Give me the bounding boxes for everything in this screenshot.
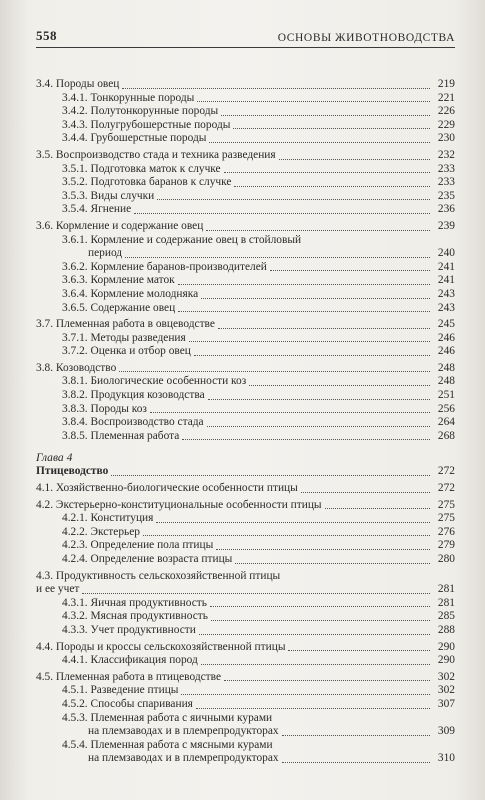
toc-entry-title: 3.4.3. Полугрубошерстные породы xyxy=(62,118,231,131)
toc-entry-title: 3.4.2. Полутонкорунные породы xyxy=(62,105,219,118)
toc-page-number: 281 xyxy=(437,596,455,609)
toc-page-number: 240 xyxy=(437,247,455,260)
toc-page-number: 230 xyxy=(437,132,455,145)
toc-entry xyxy=(36,712,455,739)
toc-page-number: 236 xyxy=(437,203,455,216)
toc-entry-title-cont: и ее учет xyxy=(36,583,80,596)
toc-entry xyxy=(36,332,455,346)
toc-entry xyxy=(36,302,455,316)
toc-page-number: 280 xyxy=(437,553,455,565)
page-header xyxy=(36,24,455,48)
toc-page-number: 310 xyxy=(437,752,455,765)
toc-entry xyxy=(36,641,455,655)
toc-entry-title: 4.1. Хозяйственно-биологические особенности птицы xyxy=(36,482,298,495)
leader-dots xyxy=(249,385,430,386)
toc-entry-title: 4.3.1. Яичная продуктивность xyxy=(62,596,207,609)
leader-dots xyxy=(270,270,430,271)
toc-entry xyxy=(36,119,455,133)
toc-page-number: 233 xyxy=(437,162,455,175)
leader-dots xyxy=(216,549,430,550)
leader-dots xyxy=(224,680,430,681)
toc-entry-title: 4.5. Племенная работа в птицеводстве xyxy=(36,670,222,683)
toc-page-number: 233 xyxy=(437,176,455,189)
toc-entry-title: 4.5.1. Разведение птицы xyxy=(62,684,179,697)
leader-dots xyxy=(197,101,430,102)
toc-entry-title: 4.2.2. Экстерьер xyxy=(62,525,140,538)
toc-page-number: 290 xyxy=(437,654,455,667)
leader-dots xyxy=(208,399,430,400)
toc-entry-continuation xyxy=(62,247,455,261)
toc-entry-title: 3.8. Козоводство xyxy=(36,361,117,374)
toc-entry-title: 3.6.3. Кормление маток xyxy=(62,274,175,287)
leader-dots xyxy=(143,535,430,536)
leader-dots xyxy=(207,426,430,427)
toc-entry-title: 3.7. Племенная работа в овцеводстве xyxy=(36,318,215,331)
toc-entry-title: 3.6.5. Содержание овец xyxy=(62,301,176,314)
toc-entry-title: 4.4.1. Классификация пород xyxy=(62,654,198,667)
toc-entry-title: 3.7.2. Оценка и отбор овец xyxy=(62,345,191,358)
toc-page-number: 246 xyxy=(437,345,455,358)
toc-page-number: 245 xyxy=(437,318,455,331)
toc-entry xyxy=(36,362,455,376)
toc-entry-title: 3.5.2. Подготовка баранов к случке xyxy=(62,176,232,189)
toc-entry-title: 4.2.4. Определение возраста птицы xyxy=(62,553,233,565)
leader-dots xyxy=(206,230,430,231)
toc-page-number: 275 xyxy=(437,512,455,525)
leader-dots xyxy=(150,412,430,413)
toc-entry-title: 3.5. Воспроизводство стада и техника разведения xyxy=(36,148,276,161)
leader-dots xyxy=(224,172,430,173)
toc-entry xyxy=(36,539,455,553)
toc-page-number: 279 xyxy=(437,539,455,552)
toc-page-number: 226 xyxy=(437,105,455,118)
toc-entry xyxy=(36,220,455,234)
toc-entry-title: 3.6.2. Кормление баранов-производителей xyxy=(62,260,267,273)
toc-entry xyxy=(36,624,455,638)
toc-entry-title: 3.7.1. Методы разведения xyxy=(62,331,186,344)
toc-entry xyxy=(36,526,455,540)
leader-dots xyxy=(194,355,430,356)
toc-page-number: 285 xyxy=(437,610,455,623)
leader-dots xyxy=(125,257,430,258)
toc-entry-title: 4.3.2. Мясная продуктивность xyxy=(62,610,208,623)
leader-dots xyxy=(156,522,430,523)
toc-page-number: 221 xyxy=(437,91,455,104)
toc-entry-title: 3.5.4. Ягнение xyxy=(62,203,132,216)
toc-entry xyxy=(36,671,455,685)
leader-dots xyxy=(178,284,430,285)
toc-entry-title: Птицеводство xyxy=(36,465,109,478)
toc-page-number: 241 xyxy=(437,274,455,287)
toc-page-number: 272 xyxy=(437,482,455,495)
toc-page-number: 243 xyxy=(437,287,455,300)
toc-page-number: 302 xyxy=(437,670,455,683)
leader-dots xyxy=(82,593,430,594)
toc-entry xyxy=(36,416,455,430)
toc-entry-title: 4.2.1. Конституция xyxy=(62,512,154,525)
leader-dots xyxy=(288,650,430,651)
toc-entry xyxy=(36,597,455,611)
toc-entry-title: 3.4.1. Тонкорунные породы xyxy=(62,91,195,104)
leader-dots xyxy=(282,762,430,763)
toc-page-number: 239 xyxy=(437,219,455,232)
toc-page-number: 288 xyxy=(437,623,455,636)
toc-page-number: 290 xyxy=(437,640,455,653)
running-title: ОСНОВЫ ЖИВОТНОВОДСТВА xyxy=(277,32,455,44)
toc-entry xyxy=(36,234,455,261)
toc-entry xyxy=(36,465,455,479)
toc-page-number: 307 xyxy=(437,697,455,710)
toc-entry xyxy=(36,318,455,332)
toc-entry-title: 4.3.3. Учет продуктивности xyxy=(62,623,196,636)
leader-dots xyxy=(189,341,430,342)
toc-entry-title: 4.5.4. Племенная работа с мясными курами xyxy=(62,738,273,751)
toc-entry xyxy=(36,345,455,359)
toc-page-number: 251 xyxy=(437,389,455,402)
toc-entry-title: 4.3. Продуктивность сельскохозяйственной птицы xyxy=(36,569,281,582)
toc-entry xyxy=(36,430,455,444)
toc-entry xyxy=(36,403,455,417)
toc-entry-title: 3.6.4. Кормление молодняка xyxy=(62,287,199,300)
leader-dots xyxy=(301,492,430,493)
toc-entry-title: 3.6. Кормление и содержание овец xyxy=(36,219,204,232)
leader-dots xyxy=(111,475,430,476)
leader-dots xyxy=(233,128,430,129)
toc-entry-continuation xyxy=(62,725,455,739)
toc-entry xyxy=(36,190,455,204)
toc-page-number: 309 xyxy=(437,725,455,738)
leader-dots xyxy=(199,634,430,635)
toc-entry xyxy=(36,375,455,389)
toc-entry-title: 3.8.5. Племенная работа xyxy=(62,429,180,442)
toc-page-number: 243 xyxy=(437,301,455,314)
toc-entry xyxy=(36,105,455,119)
toc-entry-title: 3.8.3. Породы коз xyxy=(62,402,147,415)
toc-page-number: 281 xyxy=(437,583,455,596)
toc-page-number: 272 xyxy=(437,465,455,478)
toc-page-number: 235 xyxy=(437,189,455,202)
toc-entry xyxy=(36,610,455,624)
toc-entry xyxy=(36,570,455,597)
toc-entry xyxy=(36,78,455,92)
table-of-contents xyxy=(36,78,455,766)
leader-dots xyxy=(325,508,430,509)
toc-entry xyxy=(36,482,455,496)
leader-dots xyxy=(201,664,430,665)
toc-entry xyxy=(36,176,455,190)
toc-entry xyxy=(36,203,455,217)
toc-entry-title: 3.5.3. Виды случки xyxy=(62,189,155,202)
toc-entry xyxy=(36,512,455,526)
toc-entry xyxy=(36,132,455,146)
toc-entry xyxy=(36,684,455,698)
leader-dots xyxy=(134,213,430,214)
leader-dots xyxy=(235,563,430,564)
toc-entry-title: 3.8.2. Продукция козоводства xyxy=(62,389,205,402)
leader-dots xyxy=(157,199,430,200)
leader-dots xyxy=(218,328,430,329)
toc-entry xyxy=(36,499,455,513)
leader-dots xyxy=(209,142,430,143)
leader-dots xyxy=(122,88,430,89)
toc-entry xyxy=(36,92,455,106)
toc-page-number: 232 xyxy=(437,148,455,161)
chapter-heading: Глава 4 xyxy=(36,451,73,465)
page-number: 558 xyxy=(36,28,57,43)
leader-dots xyxy=(279,159,430,160)
toc-entry-continuation xyxy=(36,583,455,597)
toc-entry xyxy=(36,698,455,712)
toc-entry-title: 4.4. Породы и кроссы сельскохозяйственной птицы xyxy=(36,640,286,653)
toc-entry-title: 4.5.2. Способы спаривания xyxy=(62,697,193,710)
toc-page-number: 241 xyxy=(437,260,455,273)
leader-dots xyxy=(178,311,430,312)
toc-page-number: 248 xyxy=(437,361,455,374)
leader-dots xyxy=(234,186,430,187)
toc-entry-title: 3.8.4. Воспроизводство стада xyxy=(62,416,204,429)
toc-entry-title: 3.5.1. Подготовка маток к случке xyxy=(62,162,221,175)
leader-dots xyxy=(201,298,430,299)
leader-dots xyxy=(119,371,430,372)
toc-page-number: 219 xyxy=(437,78,455,90)
toc-entry-title: 3.4. Породы овец xyxy=(36,78,120,90)
toc-entry-title: 3.8.1. Биологические особенности коз xyxy=(62,375,247,388)
toc-entry-title-cont: на племзаводах и в племрепродукторах xyxy=(88,725,279,738)
toc-page-number: 264 xyxy=(437,416,455,429)
toc-entry-title: 4.2.3. Определение пола птицы xyxy=(62,539,214,552)
toc-entry xyxy=(36,261,455,275)
toc-page-number: 276 xyxy=(437,525,455,538)
toc-page-number: 302 xyxy=(437,684,455,697)
leader-dots xyxy=(210,606,430,607)
toc-entry xyxy=(36,288,455,302)
toc-entry xyxy=(36,654,455,668)
toc-entry-title: 4.2. Экстерьерно-конституциональные особенности птицы xyxy=(36,498,322,511)
toc-entry xyxy=(36,553,455,567)
leader-dots xyxy=(282,735,430,736)
toc-entry xyxy=(36,149,455,163)
toc-entry xyxy=(36,163,455,177)
toc-entry xyxy=(36,389,455,403)
toc-page-number: 268 xyxy=(437,429,455,442)
toc-page-number: 248 xyxy=(437,375,455,388)
leader-dots xyxy=(221,115,430,116)
leader-dots xyxy=(196,708,430,709)
toc-entry-title: 3.4.4. Грубошерстные породы xyxy=(62,132,207,145)
toc-page-number: 229 xyxy=(437,118,455,131)
chapter-spacer xyxy=(36,443,455,451)
toc-entry-title-cont: период xyxy=(88,247,123,260)
toc-entry-continuation xyxy=(62,752,455,766)
leader-dots xyxy=(182,439,430,440)
toc-entry xyxy=(36,274,455,288)
leader-dots xyxy=(181,694,430,695)
toc-page-number: 256 xyxy=(437,402,455,415)
toc-page-number: 275 xyxy=(437,498,455,511)
toc-entry xyxy=(36,739,455,766)
toc-entry-title: 4.5.3. Племенная работа с яичными курами xyxy=(62,711,273,724)
toc-entry-title-cont: на племзаводах и в племрепродукторах xyxy=(88,752,279,765)
toc-page-number: 246 xyxy=(437,331,455,344)
toc-entry-title: 3.6.1. Кормление и содержание овец в стойловый xyxy=(62,233,302,246)
leader-dots xyxy=(211,620,430,621)
